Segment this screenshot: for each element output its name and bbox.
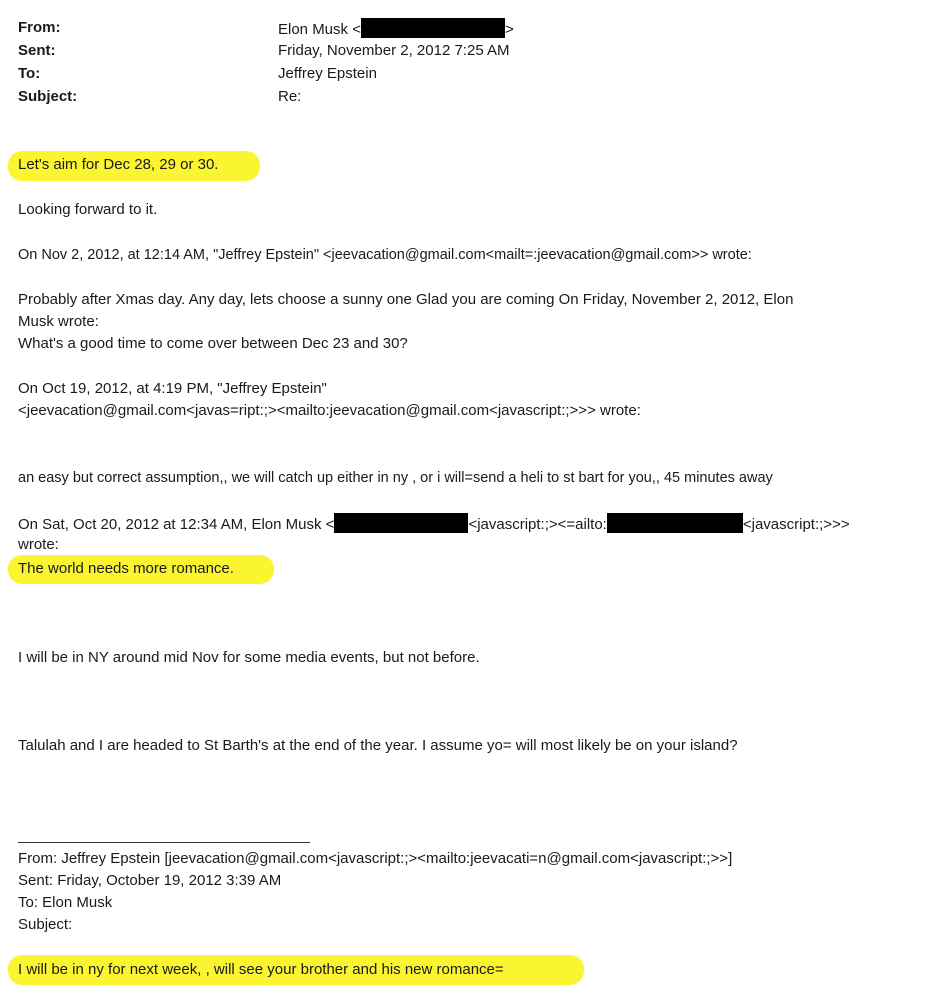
- body-line: Probably after Xmas day. Any day, lets choose a sunny one Glad you are coming On Friday, November 2, 2012, Elon: [18, 291, 794, 308]
- quoted-sent: Sent: Friday, October 19, 2012 3:39 AM: [18, 872, 282, 889]
- body-text: On Sat, Oct 20, 2012 at 12:34 AM, Elon Musk <: [18, 516, 335, 533]
- body-line: On Oct 19, 2012, at 4:19 PM, "Jeffrey Epstein": [18, 380, 327, 397]
- subject-value: Re:: [278, 88, 302, 105]
- body-line: an easy but correct assumption,, we will catch up either in ny , or i will=send a heli to st bart for you,, 45 minutes away: [18, 470, 773, 486]
- body-line: wrote:: [18, 536, 59, 553]
- body-line: <jeevacation@gmail.com<javas=ript:;><mailto:jeevacation@gmail.com<javascript:;>>> wrote:: [18, 402, 641, 419]
- divider: [18, 842, 310, 843]
- redaction-block: [361, 18, 505, 38]
- body-line-redacted: [18, 513, 850, 535]
- body-line: Talulah and I are headed to St Barth's at the end of the year. I assume yo= will most likely be on your island?: [18, 737, 738, 754]
- body-text: <javascript:;>>>: [742, 516, 850, 533]
- from-name: Elon Musk <: [278, 21, 361, 38]
- from-value: [278, 18, 514, 40]
- subject-label: Subject:: [18, 88, 78, 105]
- to-label: To:: [18, 65, 41, 82]
- redaction-block: [334, 513, 468, 533]
- from-label: From:: [18, 19, 61, 36]
- quoted-to: To: Elon Musk: [18, 894, 113, 911]
- body-line: What's a good time to come over between Dec 23 and 30?: [18, 335, 408, 352]
- body-text: <javascript:;><=ailto:: [468, 516, 607, 533]
- body-line: Let's aim for Dec 28, 29 or 30.: [18, 156, 219, 173]
- body-line: I will be in ny for next week, , will see your brother and his new romance=: [18, 961, 504, 978]
- sent-value: Friday, November 2, 2012 7:25 AM: [278, 42, 510, 59]
- quoted-subject: Subject:: [18, 916, 73, 933]
- to-value: Jeffrey Epstein: [278, 65, 377, 82]
- redaction-block: [607, 513, 743, 533]
- body-line: On Nov 2, 2012, at 12:14 AM, "Jeffrey Epstein" <jeevacation@gmail.com<mailt=:jeevacation@gmail.com>> wrote:: [18, 247, 752, 263]
- from-suffix: >: [504, 21, 514, 38]
- quoted-from: From: Jeffrey Epstein [jeevacation@gmail.com<javascript:;><mailto:jeevacati=n@gmail.com<javascript:;>>]: [18, 850, 733, 867]
- body-line: I will be in NY around mid Nov for some media events, but not before.: [18, 649, 480, 666]
- sent-label: Sent:: [18, 42, 56, 59]
- body-line: Looking forward to it.: [18, 201, 158, 218]
- body-line: The world needs more romance.: [18, 560, 234, 577]
- body-line: Musk wrote:: [18, 313, 99, 330]
